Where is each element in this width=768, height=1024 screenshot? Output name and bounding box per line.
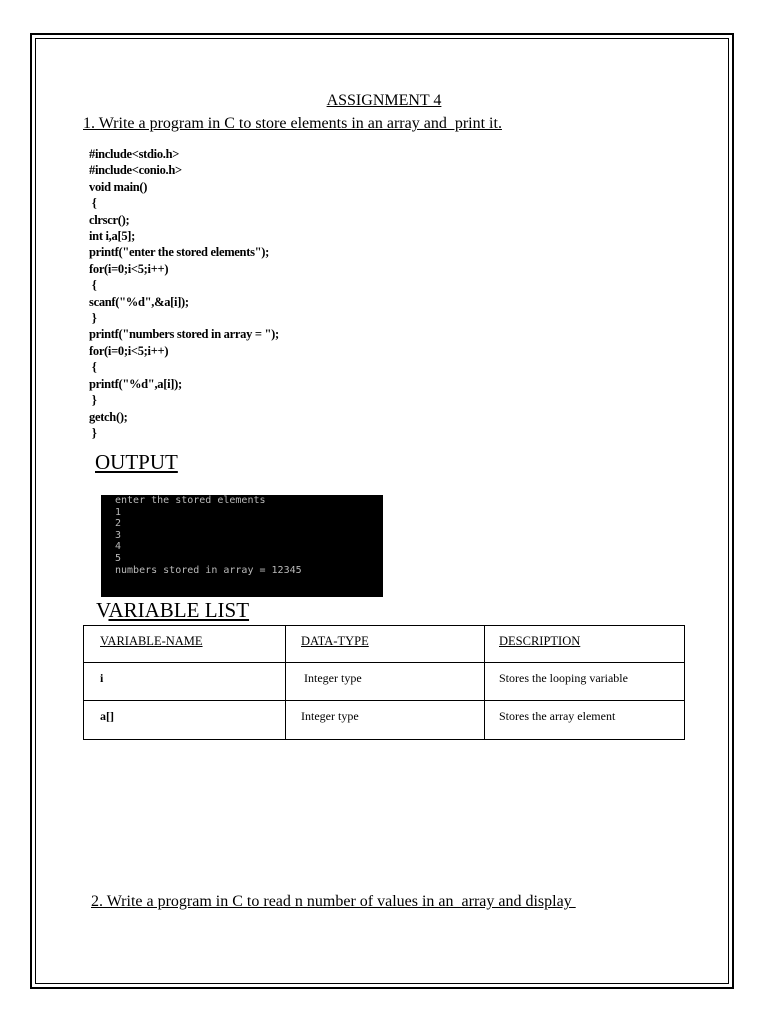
code-line: clrscr(); — [89, 212, 130, 227]
console-line: 5 — [115, 552, 122, 564]
variable-list-first-letter: V — [96, 598, 109, 622]
question-1: 1. Write a program in C to store elements in an array and print it. — [83, 115, 502, 132]
code-line: } — [89, 311, 97, 326]
code-line: { — [89, 196, 97, 211]
question-2: 2. Write a program in C to read n number of values in an array and display — [91, 893, 576, 910]
assignment-title: ASSIGNMENT 4 — [326, 92, 442, 109]
variable-table — [83, 625, 685, 740]
code-line: } — [89, 425, 97, 440]
console-line: 1 — [115, 506, 122, 518]
cell-description: Stores the array element — [499, 709, 616, 723]
code-block — [89, 146, 279, 441]
header-variable-name: VARIABLE-NAME — [100, 634, 203, 648]
code-line: { — [89, 278, 97, 293]
cell-variable-name: i — [100, 671, 104, 685]
output-heading: OUTPUT — [95, 450, 178, 474]
console-line: 4 — [115, 541, 122, 553]
header-data-type: DATA-TYPE — [301, 634, 369, 648]
code-line: printf("%d",a[i]); — [89, 376, 182, 391]
variable-list-heading — [96, 598, 249, 623]
cell-description: Stores the looping variable — [499, 671, 628, 685]
code-line: getch(); — [89, 409, 128, 424]
header-description: DESCRIPTION — [499, 634, 581, 648]
console-line: 2 — [115, 518, 122, 530]
code-line: void main() — [89, 179, 148, 194]
code-line: } — [89, 393, 97, 408]
cell-data-type: Integer type — [301, 671, 362, 685]
table-row — [84, 663, 685, 701]
code-line: printf("enter the stored elements"); — [89, 245, 269, 260]
console-line: numbers stored in array = 12345 — [115, 564, 302, 576]
code-line: scanf("%d",&a[i]); — [89, 294, 189, 309]
code-line: for(i=0;i<5;i++) — [89, 261, 169, 276]
code-line: #include<stdio.h> — [89, 147, 180, 161]
code-line: printf("numbers stored in array = "); — [89, 327, 279, 342]
table-row — [84, 701, 685, 740]
table-header-row — [84, 626, 685, 663]
console-line: enter the stored elements — [115, 495, 266, 506]
code-line: { — [89, 360, 97, 375]
code-line: #include<conio.h> — [89, 163, 182, 178]
console-screenshot — [101, 495, 383, 597]
code-line: for(i=0;i<5;i++) — [89, 343, 169, 358]
console-line: 3 — [115, 529, 122, 541]
code-line: int i,a[5]; — [89, 229, 135, 244]
cell-data-type: Integer type — [301, 709, 359, 723]
variable-list-rest: ARIABLE LIST — [108, 598, 250, 622]
cell-variable-name: a[] — [100, 709, 114, 723]
